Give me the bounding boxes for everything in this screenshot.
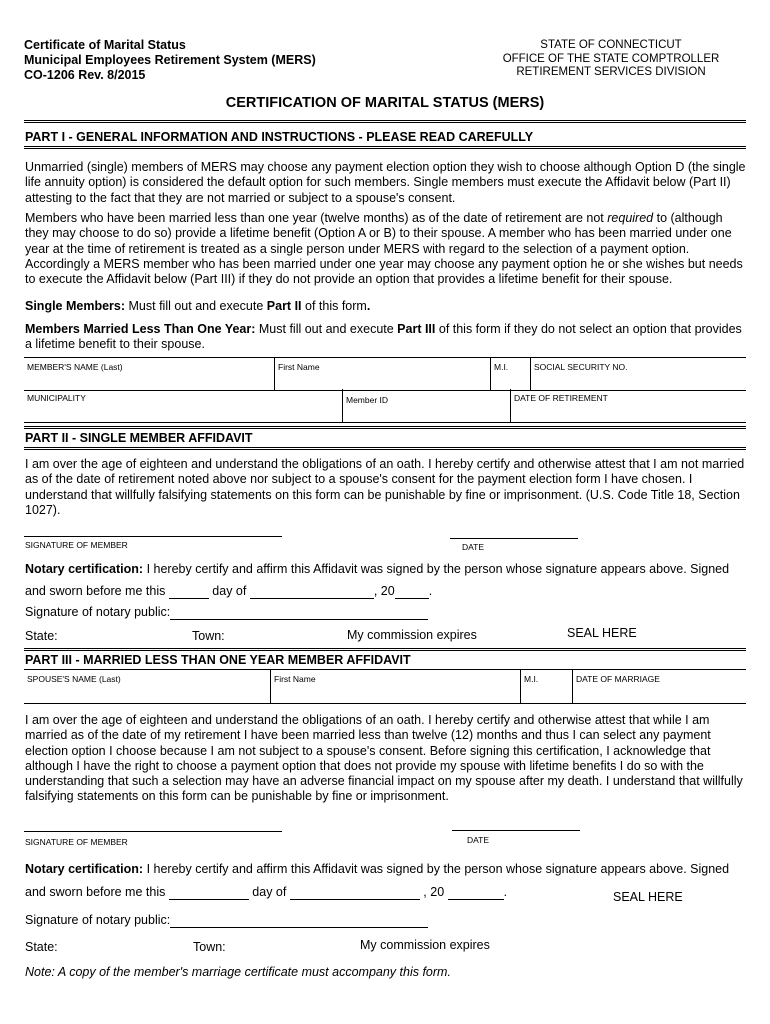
spouse-mi-field[interactable]: M.I. (520, 670, 572, 703)
spouse-info-row (24, 669, 746, 704)
member-signature-line[interactable] (24, 831, 282, 832)
spouse-last-name-field[interactable]: SPOUSE'S NAME (Last) (27, 674, 121, 684)
form-header-right (468, 39, 754, 80)
month-blank[interactable] (290, 885, 420, 900)
municipality-field[interactable]: MUNICIPALITY (27, 393, 86, 403)
date-line[interactable] (452, 830, 580, 831)
page-title: CERTIFICATION OF MARITAL STATUS (MERS) (225, 95, 545, 111)
day-blank[interactable] (169, 584, 209, 599)
month-blank[interactable] (250, 584, 374, 599)
notary-signature-row: Signature of notary public: (25, 913, 428, 928)
member-first-name-field[interactable]: First Name (274, 358, 490, 390)
state-label: State: (25, 629, 58, 643)
sworn-line: and sworn before me this day of , 20 . (25, 885, 508, 899)
system-name: Municipal Employees Retirement System (MERS) (24, 53, 316, 67)
state-label: State: (25, 940, 58, 954)
divider (24, 146, 746, 149)
notary-signature-line[interactable] (170, 913, 428, 928)
member-last-name-field[interactable]: MEMBER'S NAME (Last) (27, 362, 123, 372)
date-of-marriage-field[interactable]: DATE OF MARRIAGE (572, 670, 746, 703)
form-number: CO-1206 Rev. 8/2015 (24, 68, 146, 82)
form-name: Certificate of Marital Status (24, 38, 186, 52)
sworn-line: and sworn before me this day of , 20 . (25, 584, 433, 598)
office-name: OFFICE OF THE STATE COMPTROLLER (502, 52, 720, 65)
division-name: RETIREMENT SERVICES DIVISION (516, 66, 706, 78)
seal-here-label: SEAL HERE (613, 890, 683, 904)
year-blank[interactable] (448, 885, 504, 900)
notary-certification: Notary certification: I hereby certify and affirm this Affidavit was signed by the person whose signature appears above. Signed (25, 862, 730, 876)
day-blank[interactable] (169, 885, 249, 900)
member-signature-line[interactable] (24, 536, 282, 537)
date-label: DATE (462, 542, 485, 552)
signature-label: SIGNATURE OF MEMBER (25, 837, 128, 847)
town-label: Town: (193, 940, 226, 954)
spouse-first-name-field[interactable]: First Name (270, 670, 520, 703)
divider (24, 426, 746, 429)
year-blank[interactable] (395, 584, 429, 599)
state-name: STATE OF CONNECTICUT (540, 39, 682, 51)
notary-signature-line[interactable] (170, 605, 428, 620)
married-members-instruction: Members Married Less Than One Year: Must fill out and execute Part III of this form if they do not select an option that provides a lifetime benefit to their spouse. (25, 322, 742, 352)
date-of-retirement-field[interactable]: DATE OF RETIREMENT (510, 389, 746, 422)
member-id-field[interactable]: Member ID (342, 389, 510, 422)
member-info-row-1 (24, 357, 746, 391)
part1-heading: PART I - GENERAL INFORMATION AND INSTRUCTIONS - PLEASE READ CAREFULLY (25, 130, 534, 144)
part1-paragraph-1: Unmarried (single) members of MERS may choose any payment election option they wish to choose although Option D (the single life annuity option) is considered the default option for such members. Single members must execute the Affidavit below (Part II) attesting to the fact that they are not married or subject to a spouse's consent. (25, 160, 746, 205)
signature-label: SIGNATURE OF MEMBER (25, 540, 128, 550)
town-label: Town: (192, 629, 225, 643)
date-line[interactable] (450, 538, 578, 539)
seal-here-label: SEAL HERE (567, 626, 637, 640)
member-info-row-2 (24, 389, 746, 423)
commission-label: My commission expires (360, 938, 490, 952)
commission-label: My commission expires (347, 628, 477, 642)
notary-certification: Notary certification: I hereby certify and affirm this Affidavit was signed by the person whose signature appears above. Signed (25, 562, 730, 576)
divider (24, 447, 746, 450)
notary-signature-row: Signature of notary public: (25, 605, 428, 620)
part2-affidavit-text: I am over the age of eighteen and understand the obligations of an oath. I hereby certify and otherwise attest that I am not married as of the date of retirement noted above nor subject to a spouse's consent for the payment election form I have chosen. I understand that willfully falsifying statements on this form can be punishable by fine or imprisonment. (U.S. Code Title 18, Section 1027). (25, 457, 745, 517)
divider (24, 648, 746, 651)
part3-affidavit-text: I am over the age of eighteen and understand the obligations of an oath. I hereby certify and otherwise attest that while I am married as of the date of my retirement I have been married less than twelve (12) months and thus I can select any payment election option I choose because I am not subject to a spouse's consent. Before signing this certification, I acknowledge that although I have the right to choose a payment option that does not provide my spouse with lifetime benefits I do so with the understanding that such a selection may have an adverse financial impact on my spouse after my death. I understand that willfully falsifying statements on this form can be punishable by fine or imprisonment. (25, 713, 743, 804)
part1-paragraph-2: Members who have been married less than one year (twelve months) as of the date of retirement are not required to (although they may choose to do so) provide a lifetime benefit (Option A or B) to their spouse. A member who has been married under one year at the time of retirement is treated as a single person under MERS with regard to the selection of a payment option. Accordingly a MERS member who has been married under one year may choose any payment option he or she wishes but needs to execute the Affidavit below (Part III) if they do not provide an option that provides a lifetime benefit for their spouse. (25, 211, 743, 287)
member-mi-field[interactable]: M.I. (490, 358, 530, 390)
marriage-certificate-note: Note: A copy of the member's marriage certificate must accompany this form. (25, 965, 451, 979)
form-header-left (24, 38, 316, 83)
ssn-field[interactable]: SOCIAL SECURITY NO. (530, 358, 746, 390)
part2-heading: PART II - SINGLE MEMBER AFFIDAVIT (25, 431, 253, 445)
single-members-instruction: Single Members: Must fill out and execute Part II of this form. (25, 299, 371, 313)
date-label: DATE (467, 835, 490, 845)
divider (24, 120, 746, 123)
part3-heading: PART III - MARRIED LESS THAN ONE YEAR MEMBER AFFIDAVIT (25, 653, 411, 667)
